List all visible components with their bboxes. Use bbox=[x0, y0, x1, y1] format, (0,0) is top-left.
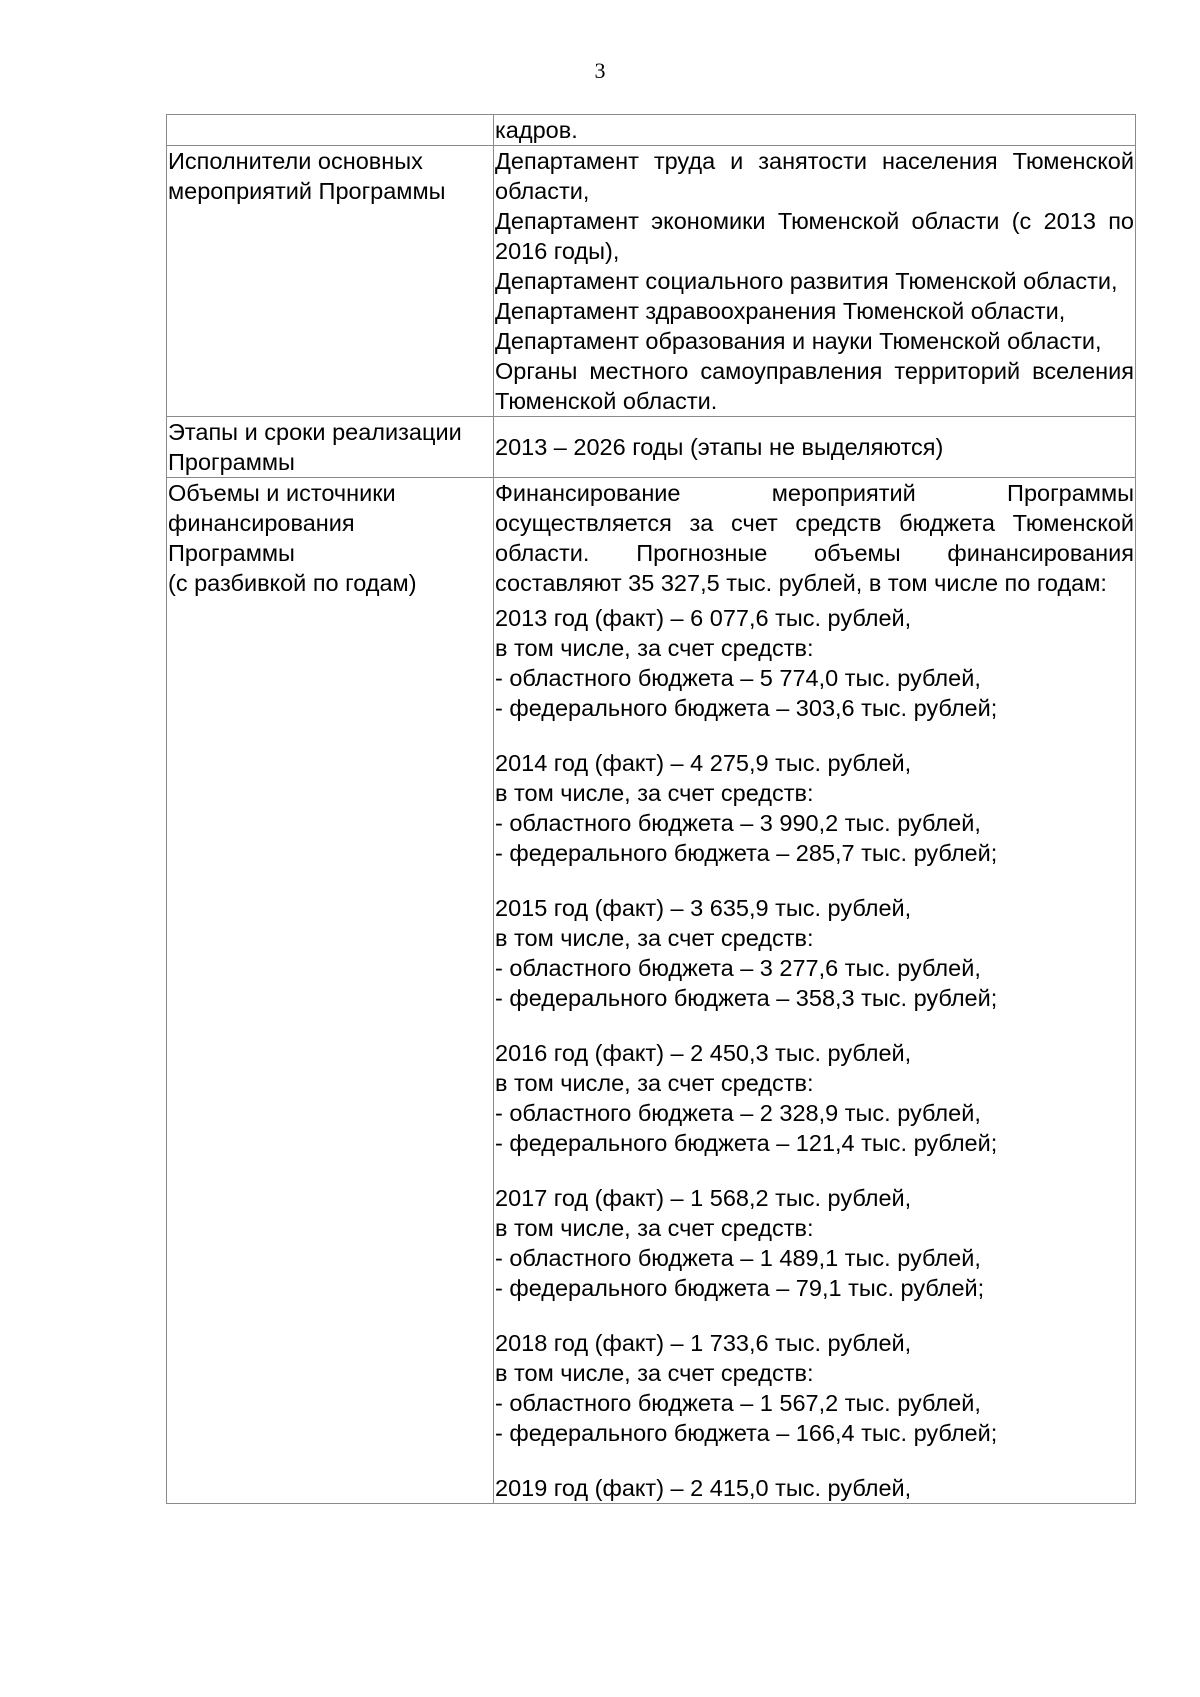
year-including: в том числе, за счет средств: bbox=[495, 1215, 814, 1241]
year-including: в том числе, за счет средств: bbox=[495, 635, 814, 661]
year-total: 2015 год (факт) – 3 635,9 тыс. рублей, bbox=[495, 895, 912, 921]
year-regional: - областного бюджета – 1 489,1 тыс. рублей, bbox=[495, 1245, 981, 1271]
year-regional: - областного бюджета – 5 774,0 тыс. рублей, bbox=[495, 665, 981, 691]
row-executors bbox=[167, 146, 1136, 417]
year-total: 2019 год (факт) – 2 415,0 тыс. рублей, bbox=[495, 1475, 912, 1501]
year-federal: - федерального бюджета – 79,1 тыс. рублей; bbox=[495, 1275, 985, 1301]
year-including: в том числе, за счет средств: bbox=[495, 780, 814, 806]
program-passport-table bbox=[166, 114, 1136, 1504]
year-total: 2014 год (факт) – 4 275,9 тыс. рублей, bbox=[495, 750, 912, 776]
year-block-2013 bbox=[495, 603, 1134, 723]
year-block-2014 bbox=[495, 748, 1134, 868]
year-total: 2013 год (факт) – 6 077,6 тыс. рублей, bbox=[495, 605, 912, 631]
executor-item: Департамент образования и науки Тюменской области, bbox=[495, 328, 1102, 354]
year-including: в том числе, за счет средств: bbox=[495, 1360, 814, 1386]
year-federal: - федерального бюджета – 303,6 тыс. рублей; bbox=[495, 695, 998, 721]
year-federal: - федерального бюджета – 166,4 тыс. рублей; bbox=[495, 1420, 998, 1446]
year-block-2019 bbox=[495, 1473, 1134, 1503]
year-regional: - областного бюджета – 2 328,9 тыс. рублей, bbox=[495, 1100, 981, 1126]
year-federal: - федерального бюджета – 358,3 тыс. рублей; bbox=[495, 985, 998, 1011]
year-including: в том числе, за счет средств: bbox=[495, 925, 814, 951]
label-cell-financing bbox=[167, 478, 494, 1504]
financing-intro: Финансирование мероприятий Программы осуществляется за счет средств бюджета Тюменской области. Прогнозные объемы финансирования составляют 35 327,5 тыс. рублей, в том числе по годам: bbox=[495, 480, 1134, 596]
year-block-2015 bbox=[495, 893, 1134, 1013]
financing-label-line: Программы bbox=[168, 540, 295, 566]
year-total: 2017 год (факт) – 1 568,2 тыс. рублей, bbox=[495, 1185, 912, 1211]
year-regional: - областного бюджета – 1 567,2 тыс. рублей, bbox=[495, 1390, 981, 1416]
page-number: 3 bbox=[594, 58, 606, 83]
row-financing bbox=[167, 478, 1136, 1504]
financing-label-line: (с разбивкой по годам) bbox=[168, 570, 417, 596]
year-block-2016 bbox=[495, 1038, 1134, 1158]
year-federal: - федерального бюджета – 121,4 тыс. рублей; bbox=[495, 1130, 998, 1156]
year-total: 2018 год (факт) – 1 733,6 тыс. рублей, bbox=[495, 1330, 912, 1356]
label-cell-continuation bbox=[167, 115, 494, 146]
row-continuation bbox=[167, 115, 1136, 146]
executor-item: Департамент здравоохранения Тюменской области, bbox=[495, 298, 1066, 324]
year-block-2017 bbox=[495, 1183, 1134, 1303]
row-stages bbox=[167, 417, 1136, 478]
year-regional: - областного бюджета – 3 277,6 тыс. рублей, bbox=[495, 955, 981, 981]
value-cell-continuation: кадров. bbox=[494, 115, 1136, 146]
value-cell-executors bbox=[494, 146, 1136, 417]
label-cell-stages: Этапы и сроки реализации Программы bbox=[167, 417, 494, 478]
executor-item: Департамент экономики Тюменской области (с 2013 по 2016 годы), bbox=[495, 208, 1134, 264]
value-cell-financing bbox=[494, 478, 1136, 1504]
year-total: 2016 год (факт) – 2 450,3 тыс. рублей, bbox=[495, 1040, 912, 1066]
year-regional: - областного бюджета – 3 990,2 тыс. рублей, bbox=[495, 810, 981, 836]
executor-item: Департамент социального развития Тюменской области, bbox=[495, 268, 1118, 294]
executor-item: Департамент труда и занятости населения Тюменской области, bbox=[495, 148, 1134, 204]
year-block-2018 bbox=[495, 1328, 1134, 1448]
year-including: в том числе, за счет средств: bbox=[495, 1070, 814, 1096]
value-cell-stages: 2013 – 2026 годы (этапы не выделяются) bbox=[494, 417, 1136, 478]
label-cell-executors: Исполнители основных мероприятий Программы bbox=[167, 146, 494, 417]
executor-item: Органы местного самоуправления территорий вселения Тюменской области. bbox=[495, 358, 1134, 414]
year-federal: - федерального бюджета – 285,7 тыс. рублей; bbox=[495, 840, 998, 866]
financing-label-line: финансирования bbox=[168, 510, 355, 536]
financing-label-line: Объемы и источники bbox=[168, 480, 396, 506]
